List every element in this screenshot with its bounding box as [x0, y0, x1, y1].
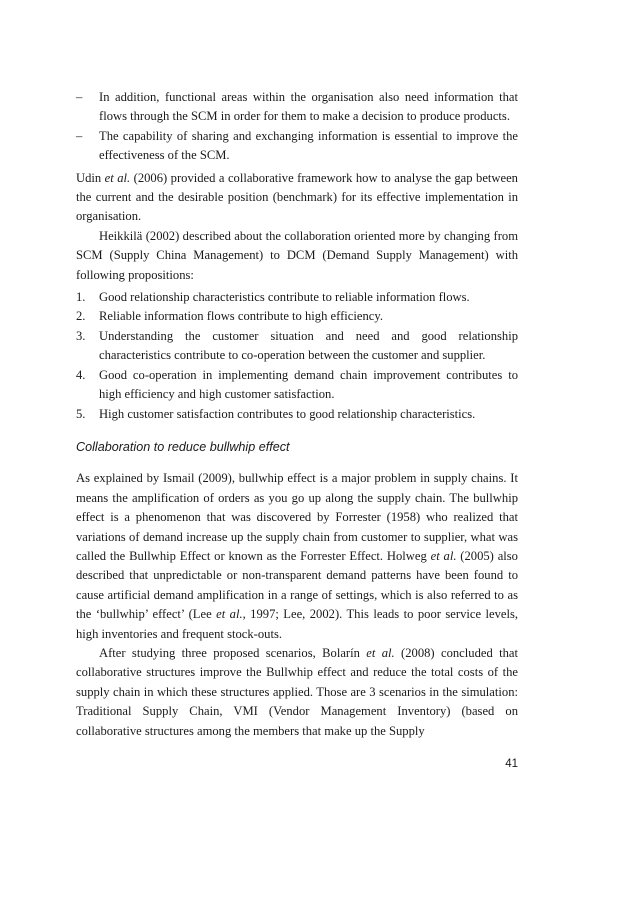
proposition-item	[76, 288, 518, 307]
proposition-item	[76, 327, 518, 366]
dash-item-text: In addition, functional areas within the organisation also need information that flows through the SCM in order for them to make a decision to produce products.	[99, 90, 518, 124]
proposition-text: Reliable information flows contribute to high efficiency.	[99, 309, 383, 324]
bolarin-text-1: After studying three proposed scenarios, Bolarín	[99, 645, 367, 660]
bullwhip-etal-1: et al.	[430, 548, 457, 563]
udin-paragraph	[76, 169, 518, 227]
proposition-text: Good co-operation in implementing demand chain improvement contributes to high efficiency and high customer satisfaction.	[99, 367, 518, 402]
bolarin-etal: et al.	[366, 645, 395, 660]
udin-text: (2006) provided a collaborative framework how to analyse the gap between the current and the desirable position (benchmark) for its effective implementation in organisation.	[76, 170, 518, 224]
bullwhip-text-2: (2005) also described that unpredictable or non-transparent demand patterns have been found to cause artificial demand amplification in a range of settings, which is also referred to as the ‘bullwhip’ effect’ (Lee	[76, 548, 518, 622]
bullwhip-text-1: As explained by Ismail (2009), bullwhip effect is a major problem in supply chains. It means the amplification of orders as you go up along the supply chain. The bullwhip effect is a phenomenon that was discovered by Forrester (1958) who realized that variations of demand increase up the supply chain from customer to supplier, what was called the Bullwhip Effect or known as the Forrester Effect. Holweg	[76, 471, 518, 563]
udin-etal: et al.	[104, 170, 131, 185]
proposition-number: 4.	[76, 367, 86, 382]
proposition-number: 1.	[76, 290, 86, 305]
proposition-number: 2.	[76, 309, 86, 324]
heikkila-paragraph: Heikkilä (2002) described about the collaboration oriented more by changing from SCM (Supply China Management) to DCM (Demand Supply Management) with following propositions:	[76, 228, 518, 282]
dash-list	[76, 88, 518, 166]
proposition-item	[76, 307, 518, 326]
proposition-item	[76, 405, 518, 424]
bolarin-text-2: (2008) concluded that collaborative structures improve the Bullwhip effect and reduce the total costs of the supply chain in which these structures applied. Those are 3 scenarios in the simulation: Traditional Supply Chain, VMI (Vendor Management Inventory) (based on collaborative structures among the members that make up the Supply	[76, 645, 518, 738]
dash-mark: –	[76, 128, 83, 143]
section-heading: Collaboration to reduce bullwhip effect	[76, 439, 290, 454]
dash-mark: –	[76, 90, 83, 104]
proposition-text: Understanding the customer situation and need and good relationship characteristics contribute to co-operation between the customer and supplier.	[99, 328, 518, 363]
dash-item	[76, 127, 518, 166]
proposition-text: Good relationship characteristics contribute to reliable information flows.	[99, 290, 470, 305]
propositions-list	[76, 288, 518, 424]
proposition-number: 3.	[76, 328, 86, 343]
bullwhip-paragraph	[76, 469, 518, 644]
dash-item-text: The capability of sharing and exchanging information is essential to improve the effectiveness of the SCM.	[99, 128, 518, 163]
udin-author: Udin	[76, 170, 102, 185]
dash-item	[76, 88, 518, 127]
proposition-item	[76, 366, 518, 405]
bolarin-paragraph	[76, 644, 518, 741]
bullwhip-etal-2: et al.	[216, 607, 243, 622]
proposition-text: High customer satisfaction contributes to good relationship characteristics.	[99, 406, 476, 421]
page-number: 41	[505, 758, 518, 770]
bullwhip-text-3: , 1997; Lee, 2002). This leads to poor service levels, high inventories and frequent stock-outs.	[76, 607, 518, 641]
document-page	[76, 88, 518, 741]
proposition-number: 5.	[76, 406, 86, 421]
